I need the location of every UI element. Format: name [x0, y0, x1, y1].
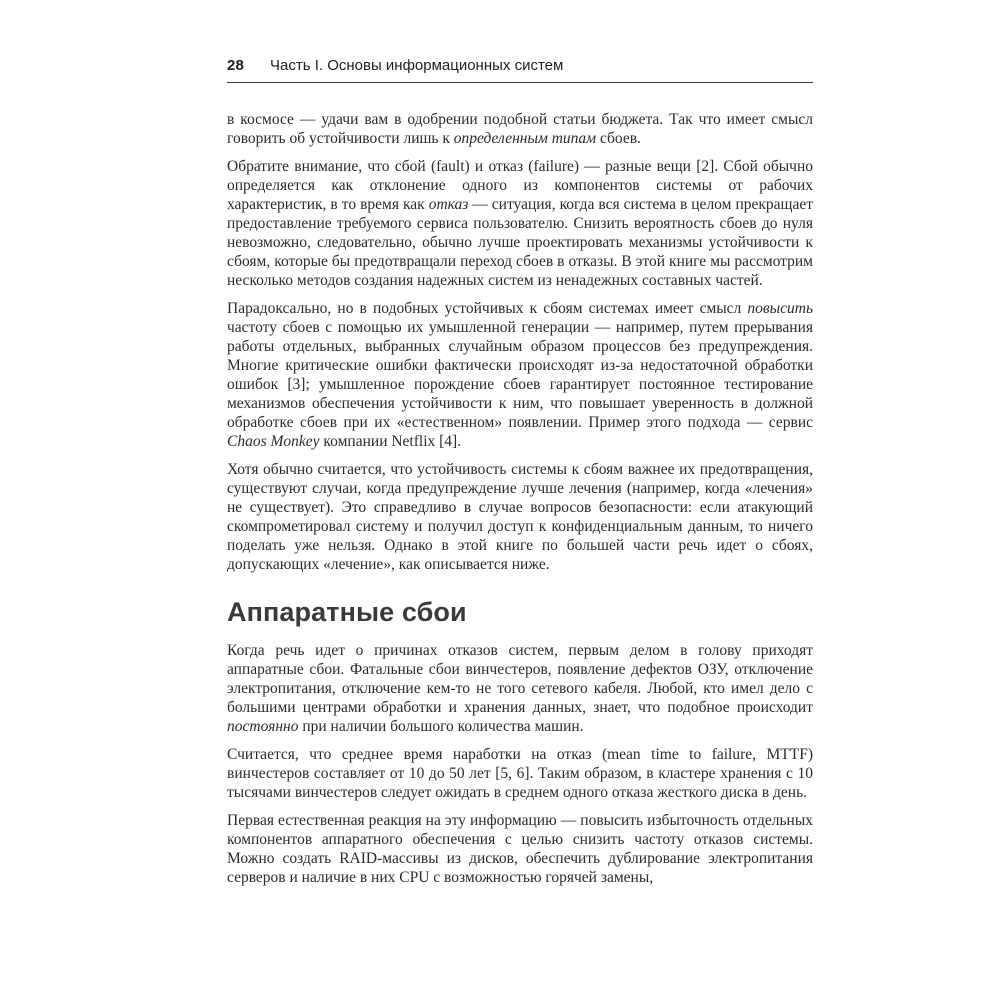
- section-heading: Аппаратные сбои: [227, 597, 467, 627]
- paragraph-induced-faults: Парадоксально, но в подобных устойчивых к сбоям системах имеет смысл повысить частоту сбоев с помощью их умышленной генерации — например, путем прерывания работы отдельных, выбранных случайным образом процессов без предупреждения. Многие критические ошибки фактически происходят из-за недостаточной обработки ошибок [3]; умышленное порождение сбоев гарантирует постоянное тестирование механизмов обеспечения устойчивости к ним, что повышает уверенность в должной обработке сбоев при их «естественном» появлении. Пример этого подхода — сервис Chaos Monkey компании Netflix [4].: [227, 300, 813, 450]
- paragraph-fault-vs-failure: Обратите внимание, что сбой (fault) и отказ (failure) — разные вещи [2]. Сбой обычно определяется как отклонение одного из компонентов системы от рабочих характеристик, в то время как отказ — ситуация, когда вся система в целом прекращает предоставление требуемого сервиса пользователю. Снизить вероятность сбоев до нуля невозможно, следовательно, обычно лучше проектировать механизмы устойчивости к сбоям, которые бы предотвращали переход сбоев в отказы. В этой книге мы рассмотрим несколько методов создания надежных систем из ненадежных составных частей.: [227, 158, 813, 289]
- paragraph-mttf: Считается, что среднее время наработки на отказ (mean time to failure, MTTF) винчестеров составляет от 10 до 50 лет [5, 6]. Таким образом, в кластере хранения с 10 тысячами винчестеров следует ожидать в среднем одного отказа жесткого диска в день.: [227, 746, 813, 801]
- running-head: [227, 57, 813, 77]
- page-content: [227, 110, 813, 896]
- paragraph-hardware-faults-intro: Когда речь идет о причинах отказов систем, первым делом в голову приходят аппаратные сбои. Фатальные сбои винчестеров, появление дефектов ОЗУ, отключение электропитания, отключение кем-то не того сетевого кабеля. Любой, кто имел дело с большими центрами обработки и хранения данных, знает, что подобное происходит постоянно при наличии большого количества машин.: [227, 642, 813, 735]
- chapter-title: Часть I. Основы информационных систем: [270, 57, 564, 74]
- paragraph-prevention-vs-cure: Хотя обычно считается, что устойчивость системы к сбоям важнее их предотвращения, существуют случаи, когда предупреждение лучше лечения (например, когда «лечения» не существует). Это справедливо в случае вопросов безопасности: если атакующий скомпрометировал систему и получил доступ к конфиденциальным данным, то ничего поделать уже нельзя. Однако в этой книге по большей части речь идет о сбоях, допускающих «лечение», как описывается ниже.: [227, 461, 813, 573]
- paragraph-continuation: в космосе — удачи вам в одобрении подобной статьи бюджета. Так что имеет смысл говорить об устойчивости лишь к определенным типам сбоев.: [227, 111, 813, 147]
- page-number: 28: [227, 57, 245, 74]
- header-rule: [227, 82, 813, 83]
- paragraph-redundancy: Первая естественная реакция на эту информацию — повысить избыточность отдельных компонентов аппаратного обеспечения с целью снизить частоту отказов системы. Можно создать RAID-массивы из дисков, обеспечить дублирование электропитания серверов и наличие в них CPU с возможностью горячей замены,: [227, 812, 813, 886]
